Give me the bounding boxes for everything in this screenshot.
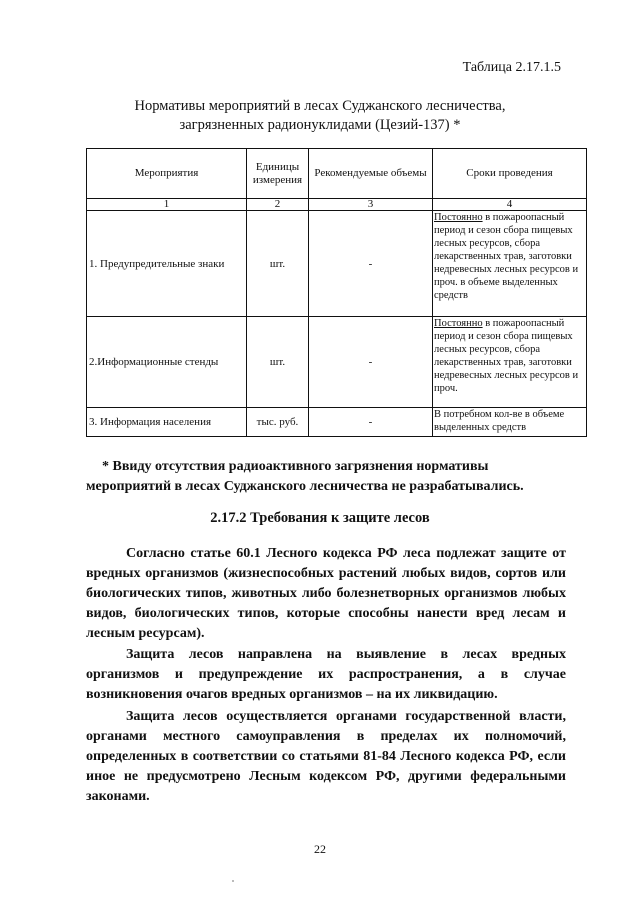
table-row (87, 317, 587, 408)
term-text: В потребном кол-ве в объеме выделенных средств (434, 409, 565, 433)
caption-line-1: Нормативы мероприятий в лесах Суджанского лесничества, (134, 98, 506, 114)
table-row (87, 211, 587, 317)
header-units: Единицы измерения (247, 149, 309, 199)
col-number-4: 4 (433, 199, 587, 211)
section-heading: 2.17.2 Требования к защите лесов (210, 510, 430, 526)
norms-table (86, 148, 587, 437)
row-term (433, 408, 587, 437)
row-unit: шт. (247, 211, 309, 317)
header-measures: Мероприятия (87, 149, 247, 199)
caption-line-2: загрязненных радионуклидами (Цезий-137) * (179, 117, 461, 133)
row-term (433, 211, 587, 317)
row-term (433, 317, 587, 408)
term-underlined: Постоянно (434, 212, 483, 223)
row-unit: тыс. руб. (247, 408, 309, 437)
row-volume: - (309, 211, 433, 317)
body-paragraph-3: Защита лесов осуществляется органами государственной власти, органами местного самоуправления в пределах их полномочий, определенных в соответствии со статьями 81-84 Лесного кодекса РФ, если иное не предусмотрено Лесным кодексом РФ, другими федеральными законами. (86, 709, 566, 804)
row-measure: 2.Информационные стенды (87, 317, 247, 408)
row-volume: - (309, 317, 433, 408)
row-volume: - (309, 408, 433, 437)
table-number-row (87, 199, 587, 211)
col-number-1: 1 (87, 199, 247, 211)
scan-speck (232, 880, 234, 882)
page-number: 22 (314, 842, 326, 856)
row-measure: 1. Предупредительные знаки (87, 211, 247, 317)
body-paragraph-2: Защита лесов направлена на выявление в лесах вредных организмов и предупреждение их распространения, а в случае возникновения очагов вредных организмов – на их ликвидацию. (86, 647, 566, 702)
header-volumes: Рекомендуемые объемы (309, 149, 433, 199)
term-text: в пожароопасный период и сезон сбора пищевых лесных ресурсов, сбора лекарственных трав, заготовки недревесных лесных ресурсов и проч. (434, 318, 579, 394)
table-number: Таблица 2.17.1.5 (462, 60, 561, 75)
table-caption (90, 97, 550, 135)
col-number-2: 2 (247, 199, 309, 211)
table-row (87, 408, 587, 437)
row-unit: шт. (247, 317, 309, 408)
table-footnote: * Ввиду отсутствия радиоактивного загрязнения нормативы мероприятий в лесах Суджанского лесничества не разрабатывались. (86, 459, 524, 494)
body-paragraph-1: Согласно статье 60.1 Лесного кодекса РФ леса подлежат защите от вредных организмов (жизнеспособных растений любых видов, сортов или биологических типов, животных либо болезнетворных организмов любых видов, биологических типов, которые способны нанести вред лесам и лесным ресурсам). (86, 546, 566, 641)
header-terms: Сроки проведения (433, 149, 587, 199)
term-underlined: Постоянно (434, 318, 483, 329)
term-text: в пожароопасный период и сезон сбора пищевых лесных ресурсов, сбора лекарственных трав, заготовки недревесных лесных ресурсов и проч. в объеме выделенных средств (434, 212, 579, 301)
row-measure: 3. Информация населения (87, 408, 247, 437)
table-header-row (87, 149, 587, 199)
col-number-3: 3 (309, 199, 433, 211)
